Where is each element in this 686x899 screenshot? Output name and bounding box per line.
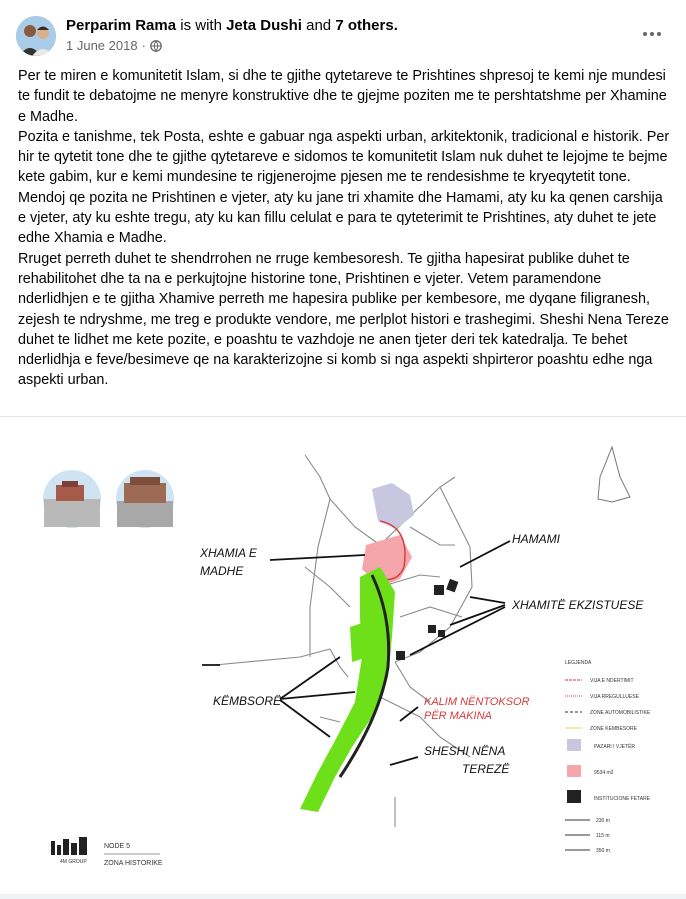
pedestrian-zone-branch xyxy=(350,622,368,662)
svg-text:INSTITUCIONE FETARE: INSTITUCIONE FETARE xyxy=(594,796,651,802)
more-horizontal-icon xyxy=(642,31,662,37)
and-text: and xyxy=(306,17,332,34)
post-date[interactable]: 1 June 2018 xyxy=(66,38,138,53)
group-name: 4M GROUP xyxy=(60,859,87,865)
group-logo xyxy=(51,837,87,865)
photo-circle-right xyxy=(116,470,174,528)
post-text xyxy=(18,66,670,391)
others-link[interactable]: 7 others xyxy=(335,17,394,34)
photo-circle-left xyxy=(43,470,101,528)
svg-text:9534 m2: 9534 m2 xyxy=(594,770,614,776)
legend-title: LEGJENDA xyxy=(565,660,592,666)
label-xhamia: XHAMIA E xyxy=(200,546,257,560)
more-options-button[interactable] xyxy=(634,16,670,52)
avatar-photo-icon xyxy=(16,16,56,56)
author-line: Perparim Rama is with Jeta Dushi and 7 others. xyxy=(66,17,398,34)
svg-text:ZONE AUTOMOBILISTIKE: ZONE AUTOMOBILISTIKE xyxy=(590,710,651,716)
author-name[interactable]: Perparim Rama xyxy=(66,17,177,34)
svg-text:230 m: 230 m xyxy=(596,818,610,824)
label-ekzistuese: XHAMITË EKZISTUESE xyxy=(512,598,644,612)
post-paragraph: Per te miren e komunitetit Islam, si dhe te gjithe qytetareve te Prishtines shpresoj te kemi nje mundesi te fundit te debatojme ne menyre konstruktive dhe te gjejme poziten me te pershtatshme per Xhamine e Madhe. xyxy=(18,68,667,125)
legend xyxy=(565,660,651,854)
with-text: is with xyxy=(180,17,222,34)
post-image[interactable] xyxy=(0,416,686,894)
label-kembsore: KËMBSORË xyxy=(213,694,282,708)
svg-text:PAZARI I VJETËR: PAZARI I VJETËR xyxy=(594,744,636,750)
svg-text:VIJA RREGULLUESE: VIJA RREGULLUESE xyxy=(590,694,639,700)
node-label: NODE 5 xyxy=(104,843,131,850)
post-header xyxy=(16,14,670,60)
label-kalim-2: PËR MAKINA xyxy=(424,710,492,722)
existing-mosques xyxy=(396,579,458,660)
post-meta: 1 June 2018 · xyxy=(66,38,162,53)
post-paragraph: Rruget perreth duhet te shendrrohen ne rruge kembesoresh. Te gjitha hapesirat publike duhet te rehabilitohet dhe ta na e perkujtojne historine tone, Prishtinen e vjeter. Vetem paramendone nderlidhjen e te gjitha Xhamive perreth me hapesira publike per kembesore, me dyqane filigranesh, zejesh te ndryshme, me treg e produkte vendore, me perlplot histori e trashegimi. Sheshi Nena Tereze duhet te lidhet me kete pozite, e poashtu te vazhdoje ne anen tjeter deri tek katedralja. Te behet nderlidhja e feve/besimeve qe na karakterizojne si komb si nga aspekti shpirteror poashtu edhe nga aspekti urban. xyxy=(18,250,669,389)
label-kalim-1: KALIM NËNTOKSOR xyxy=(424,696,530,708)
label-sheshi-1: SHESHI NËNA xyxy=(424,744,506,758)
svg-text:ZONE KEMBESORE: ZONE KEMBESORE xyxy=(590,726,637,732)
label-hamami: HAMAMI xyxy=(512,532,560,546)
label-sheshi-2: TEREZË xyxy=(462,762,510,776)
old-bazaar-area xyxy=(372,483,414,529)
tagged-person[interactable]: Jeta Dushi xyxy=(226,17,302,34)
post-paragraph: Pozita e tanishme, tek Posta, eshte e gabuar nga aspekti urban, arkitektonik, tradicional e historik. Per hir te qytetit tone dhe te gjithe qytetareve e sidomos te komunitetit Islam nuk duhet te lejojme te bejme kete gabim, kur e kemi mundesine te rigjenerojme pjesen me te rendesishme te kryeqytetit tone. xyxy=(18,128,670,186)
svg-text:115 m: 115 m xyxy=(596,833,610,839)
svg-text:VIJA E NDERTIMIT: VIJA E NDERTIMIT xyxy=(590,678,634,684)
post-paragraph: Mendoj qe pozita ne Prishtinen e vjeter, aty ku jane tri xhamite dhe Hamami, aty ku ka qenen carshija e vjeter, aty ku eshte tregu, aty ku kan fillu celulat e para te qyteterimit te Prishtines, aty duhet te jete edhe Xhamia e Madhe. xyxy=(18,189,663,247)
label-madhe: MADHE xyxy=(200,564,244,578)
urban-plan-map xyxy=(0,417,686,894)
north-arrow-icon xyxy=(598,447,630,502)
zone-label: ZONA HISTORIKE xyxy=(104,860,163,867)
globe-icon xyxy=(150,40,162,52)
avatar[interactable] xyxy=(16,16,56,56)
svg-text:350 m: 350 m xyxy=(596,848,610,854)
